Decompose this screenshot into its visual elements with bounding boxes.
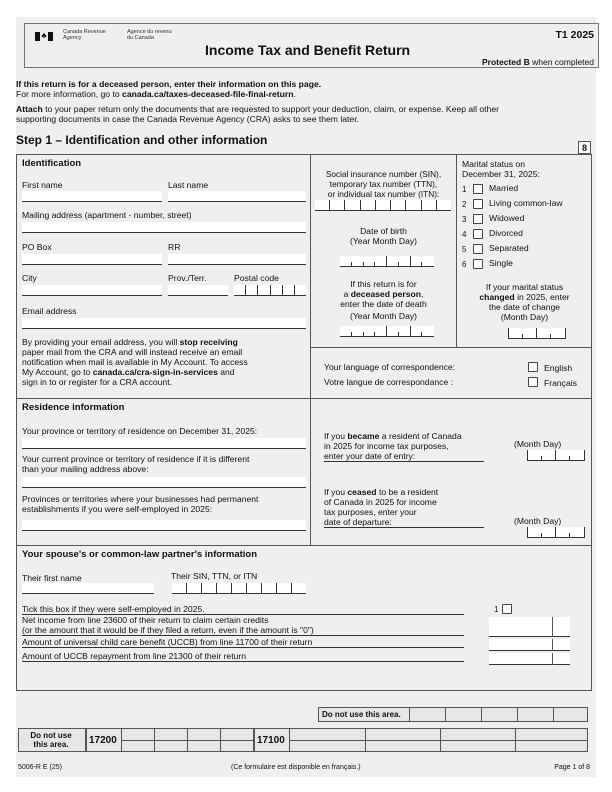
prov-terr-input[interactable] — [168, 285, 228, 296]
email-label: Email address — [22, 306, 77, 316]
sin-input[interactable] — [315, 200, 451, 211]
step1-box-code: 8 — [578, 141, 591, 154]
dob-label: Date of birth (Year Month Day) — [349, 226, 418, 246]
separated-checkbox[interactable] — [473, 244, 483, 254]
office-use-area-top — [318, 707, 588, 722]
deceased-info-link[interactable]: canada.ca/taxes-deceased-file-final-return — [122, 89, 294, 99]
residence-q3-label: Provinces or territories where your businesses had permanent establishments if you were self-employed in 2025: — [22, 494, 259, 514]
marital-change-label: If your marital status changed in 2025, enter the date of change (Month Day) — [479, 282, 570, 322]
marital-change-date-input[interactable] — [508, 328, 566, 339]
francais-checkbox[interactable] — [528, 377, 538, 387]
current-province-input[interactable] — [22, 477, 306, 488]
prov-terr-label: Prov./Terr. — [168, 273, 207, 283]
city-input[interactable] — [22, 285, 162, 296]
first-name-input[interactable] — [22, 191, 162, 202]
marital-option-widowed[interactable]: 3 Widowed — [462, 213, 525, 224]
business-provinces-input[interactable] — [22, 520, 306, 531]
form-title: Income Tax and Benefit Return — [205, 42, 411, 58]
language-label-en: Your language of correspondence: — [324, 362, 456, 372]
death-date-input[interactable] — [340, 326, 434, 337]
self-employed-box-num: 1 — [494, 605, 499, 614]
form-code: T1 2025 — [555, 29, 594, 41]
marital-option-married[interactable]: 1 Married — [462, 183, 519, 194]
deceased-notice: If this return is for a deceased person, enter their information on this page. — [16, 79, 322, 89]
widowed-checkbox[interactable] — [473, 214, 483, 224]
office-code-17200: 17200 — [89, 735, 117, 746]
divider — [310, 347, 592, 348]
protected-label: Protected B when completed — [482, 57, 594, 67]
spouse-first-name-input[interactable] — [22, 583, 154, 594]
spouse-self-employed-checkbox[interactable] — [502, 604, 512, 614]
postal-code-label: Postal code — [234, 273, 279, 283]
office-use-area-bottom — [18, 728, 588, 752]
spouse-title: Your spouse's or common-law partner's information — [22, 549, 258, 560]
english-checkbox[interactable] — [528, 362, 538, 372]
common-law-checkbox[interactable] — [473, 199, 483, 209]
office-code-17100: 17100 — [257, 735, 285, 746]
became-resident-label: If you became a resident of Canada in 2025 for income tax purposes, enter your date of entry: — [324, 431, 484, 462]
marital-option-single[interactable]: 6 Single — [462, 258, 513, 269]
english-option-label: English — [544, 363, 573, 373]
marital-option-common-law[interactable]: 2 Living common-law — [462, 198, 563, 209]
departure-date-input[interactable] — [527, 527, 585, 538]
spouse-net-income-label: Net income from line 23600 of their return to claim certain credits (or the amount that it would be if they filed a return, even if the amount is "0") — [22, 615, 464, 636]
sign-in-link[interactable]: canada.ca/cra-sign-in-services — [92, 367, 218, 377]
francais-option-label: Français — [544, 378, 577, 388]
last-name-label: Last name — [168, 180, 209, 190]
attach-notice: Attach to your paper return only the documents that are requested to support your deduction, claim, or expense. Keep all other supporting documents in case the Canada Revenue Agency (CRA) asks to see them later. — [16, 104, 499, 124]
spouse-self-employed-label: Tick this box if they were self-employed in 2025. — [22, 604, 464, 615]
city-label: City — [22, 273, 37, 283]
office-use-label: Do not use this area. — [30, 731, 72, 749]
divider — [310, 398, 311, 546]
spouse-net-income-input[interactable] — [489, 617, 570, 637]
step1-title: Step 1 – Identification and other information — [16, 133, 268, 147]
email-notice: By providing your email address, you will stop receiving paper mail from the CRA and will instead receive an email notification when mail is available in My Account. To access My Account, go to canada.ca/cra-sign-in-services and sign in to or register for a CRA account. — [22, 337, 248, 387]
canada-flag-icon: ♣ — [35, 32, 53, 41]
spouse-sin-input[interactable] — [172, 583, 306, 594]
divorced-checkbox[interactable] — [473, 229, 483, 239]
form-number: 5006-R E (25) — [18, 764, 62, 771]
residence-q2-label: Your current province or territory of residence if it is different than your mailing address above: — [22, 454, 250, 474]
page-number: Page 1 of 8 — [554, 764, 590, 771]
marital-option-separated[interactable]: 5 Separated — [462, 243, 529, 254]
ceased-resident-label: If you ceased to be a resident of Canada in 2025 for income tax purposes, enter your date of departure: — [324, 487, 484, 528]
french-availability-note: (Ce formulaire est disponible en français.) — [231, 764, 361, 771]
death-date-label: If this return is for a deceased person, enter the date of death (Year Month Day) — [340, 279, 427, 321]
mailing-address-input[interactable] — [22, 222, 306, 233]
mailing-address-label: Mailing address (apartment - number, street) — [22, 210, 192, 220]
more-info-line: For more information, go to canada.ca/taxes-deceased-file-final-return. — [16, 89, 296, 99]
spouse-uccb-label: Amount of universal child care benefit (UCCB) from line 11700 of their return — [22, 637, 464, 648]
residence-title: Residence information — [22, 402, 125, 413]
email-input[interactable] — [22, 318, 306, 329]
residence-province-input[interactable] — [22, 438, 306, 449]
rr-input[interactable] — [168, 254, 306, 265]
agency-name-fr: Agence du revenu du Canada — [127, 29, 172, 41]
spouse-uccb-repayment-input[interactable] — [489, 653, 570, 665]
language-label-fr: Votre langue de correspondance : — [324, 377, 453, 387]
form-header — [24, 23, 599, 68]
po-box-input[interactable] — [22, 254, 162, 265]
spouse-sin-label: Their SIN, TTN, or ITN — [171, 571, 258, 581]
po-box-label: PO Box — [22, 242, 52, 252]
first-name-label: First name — [22, 180, 63, 190]
married-checkbox[interactable] — [473, 184, 483, 194]
dob-input[interactable] — [340, 256, 434, 267]
entry-month-day-label: (Month Day) — [514, 439, 562, 449]
form-page — [16, 17, 596, 777]
rr-label: RR — [168, 242, 181, 252]
agency-name-en: Canada Revenue Agency — [63, 29, 106, 41]
spouse-first-name-label: Their first name — [22, 573, 82, 583]
marital-option-divorced[interactable]: 4 Divorced — [462, 228, 523, 239]
residence-q1-label: Your province or territory of residence on December 31, 2025: — [22, 426, 258, 436]
single-checkbox[interactable] — [473, 259, 483, 269]
marital-status-title: Marital status on December 31, 2025: — [462, 159, 540, 179]
entry-date-input[interactable] — [527, 450, 585, 461]
identification-title: Identification — [22, 158, 82, 169]
sin-label: Social insurance number (SIN), temporary tax number (TTN), or individual tax number (ITN): — [325, 169, 442, 199]
postal-code-input[interactable] — [234, 285, 306, 296]
departure-month-day-label: (Month Day) — [514, 516, 562, 526]
spouse-uccb-repayment-label: Amount of UCCB repayment from line 21300 of their return — [22, 651, 464, 662]
office-use-label: Do not use this area. — [322, 710, 401, 719]
spouse-uccb-input[interactable] — [489, 639, 570, 651]
last-name-input[interactable] — [168, 191, 306, 202]
